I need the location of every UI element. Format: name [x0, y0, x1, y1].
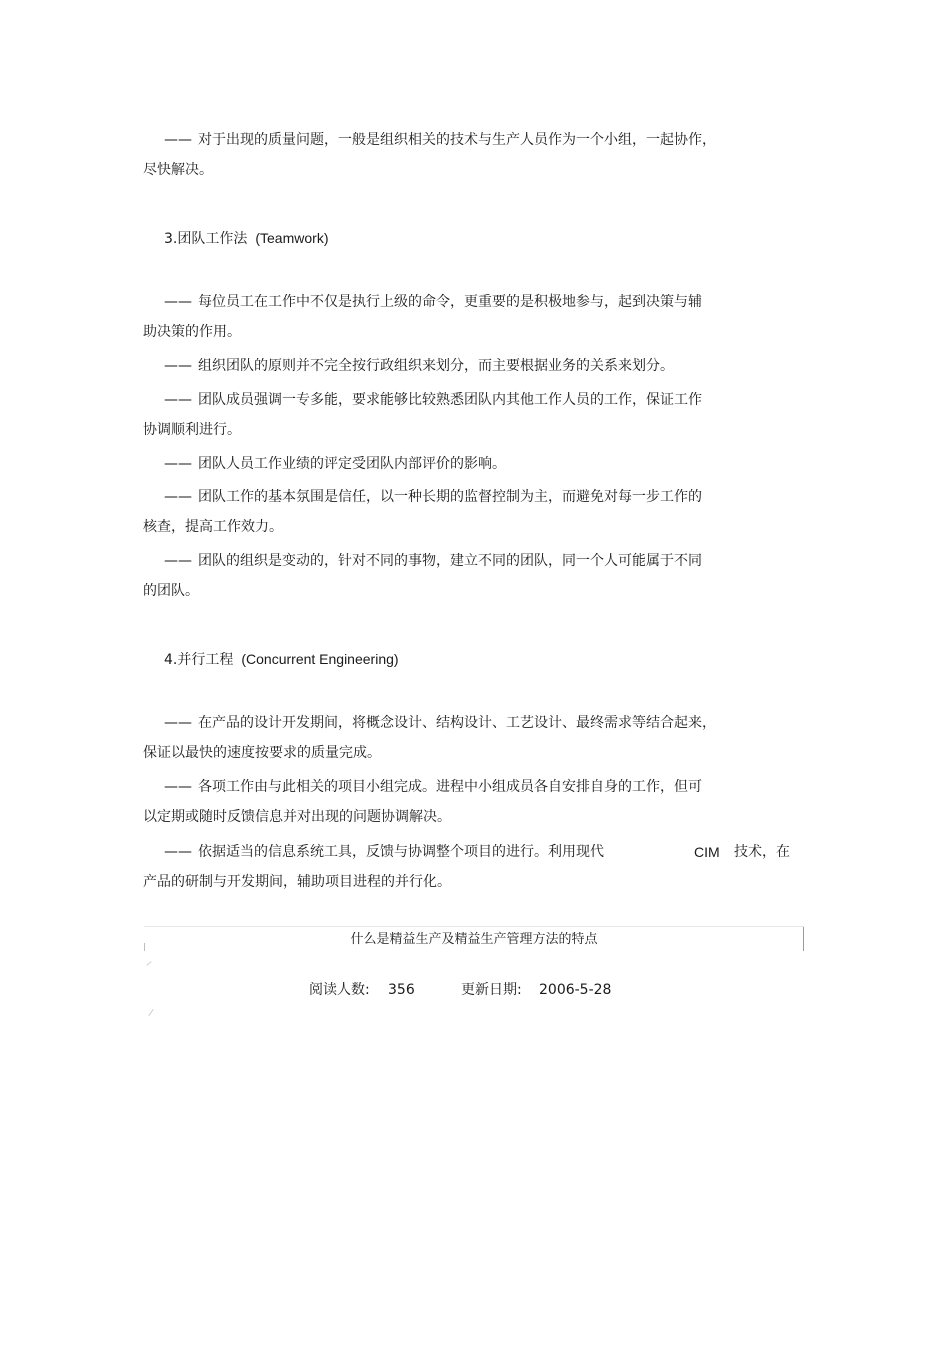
s4-item2-line2: 以定期或随时反馈信息并对出现的问题协调解决。 — [143, 809, 451, 825]
s3-item5-line1 — [164, 487, 702, 507]
bullet-dash: —— — [164, 489, 192, 505]
bullet-dash: —— — [164, 456, 192, 472]
section3-number: 3.团队工作法 — [164, 231, 248, 247]
section3-heading — [164, 228, 328, 249]
s4-item1-text: 在产品的设计开发期间，将概念设计、结构设计、工艺设计、最终需求等结合起来， — [198, 715, 716, 731]
s4-item2-text: 各项工作由与此相关的项目小组完成。进程中小组成员各自安排自身的工作，但可 — [198, 779, 702, 795]
cim-term: CIM — [694, 844, 720, 860]
bullet-dash: —— — [164, 844, 192, 860]
s3-item6-line2: 的团队。 — [143, 583, 199, 599]
scan-mark — [146, 961, 151, 966]
s3-item2-text: 组织团队的原则并不完全按行政组织来划分，而主要根据业务的关系来划分。 — [198, 358, 674, 374]
s4-item3-text-a: 依据适当的信息系统工具，反馈与协调整个项目的进行。利用现代 — [198, 844, 604, 860]
section4-english: (Concurrent Engineering) — [241, 651, 399, 667]
section4-number: 4.并行工程 — [164, 652, 234, 668]
s4-item1-line2: 保证以最快的速度按要求的质量完成。 — [143, 745, 381, 761]
bullet-dash: —— — [164, 392, 192, 408]
s4-item3-line1 — [164, 842, 604, 862]
s3-item3-line1 — [164, 390, 702, 410]
s3-item2-line1 — [164, 356, 674, 376]
s4-item2-line1 — [164, 777, 702, 797]
section4-heading — [164, 649, 399, 670]
readers-value: 356 — [388, 982, 415, 998]
s3-item4-line1 — [164, 454, 506, 474]
s4-item3-text-b: 技术，在 — [734, 844, 790, 860]
para1-line2: 尽快解决。 — [143, 162, 213, 178]
updated-label: 更新日期: — [461, 982, 522, 998]
s3-item3-text: 团队成员强调一专多能，要求能够比较熟悉团队内其他工作人员的工作，保证工作 — [198, 392, 702, 408]
s3-item5-text: 团队工作的基本氛围是信任，以一种长期的监督控制为主，而避免对每一步工作的 — [198, 489, 702, 505]
bullet-dash: —— — [164, 132, 192, 148]
related-article-box — [144, 926, 804, 951]
s4-item1-line1 — [164, 713, 716, 733]
related-article-title[interactable]: 什么是精益生产及精益生产管理方法的特点 — [350, 932, 598, 947]
s3-item1-line1 — [164, 292, 702, 312]
s3-item6-text: 团队的组织是变动的，针对不同的事物，建立不同的团队，同一个人可能属于不同 — [198, 553, 702, 569]
bullet-dash: —— — [164, 358, 192, 374]
para1-text: 对于出现的质量问题，一般是组织相关的技术与生产人员作为一个小组，一起协作， — [198, 132, 716, 148]
bullet-dash: —— — [164, 294, 192, 310]
scan-mark — [148, 1009, 153, 1016]
updated-value: 2006-5-28 — [539, 982, 612, 998]
section3-english: (Teamwork) — [255, 230, 329, 246]
s3-item6-line1 — [164, 551, 702, 571]
s3-item1-line2: 助决策的作用。 — [143, 324, 241, 340]
bullet-dash: —— — [164, 553, 192, 569]
bullet-dash: —— — [164, 779, 192, 795]
s3-item1-text: 每位员工在工作中不仅是执行上级的命令，更重要的是积极地参与，起到决策与辅 — [198, 294, 702, 310]
s3-item5-line2: 核查，提高工作效力。 — [143, 519, 283, 535]
para1-line1 — [164, 130, 716, 150]
s3-item3-line2: 协调顺利进行。 — [143, 422, 241, 438]
s3-item4-text: 团队人员工作业绩的评定受团队内部评价的影响。 — [198, 456, 506, 472]
readers-label: 阅读人数: — [309, 982, 370, 998]
bullet-dash: —— — [164, 715, 192, 731]
s4-item3-line2: 产品的研制与开发期间，辅助项目进程的并行化。 — [143, 874, 451, 890]
